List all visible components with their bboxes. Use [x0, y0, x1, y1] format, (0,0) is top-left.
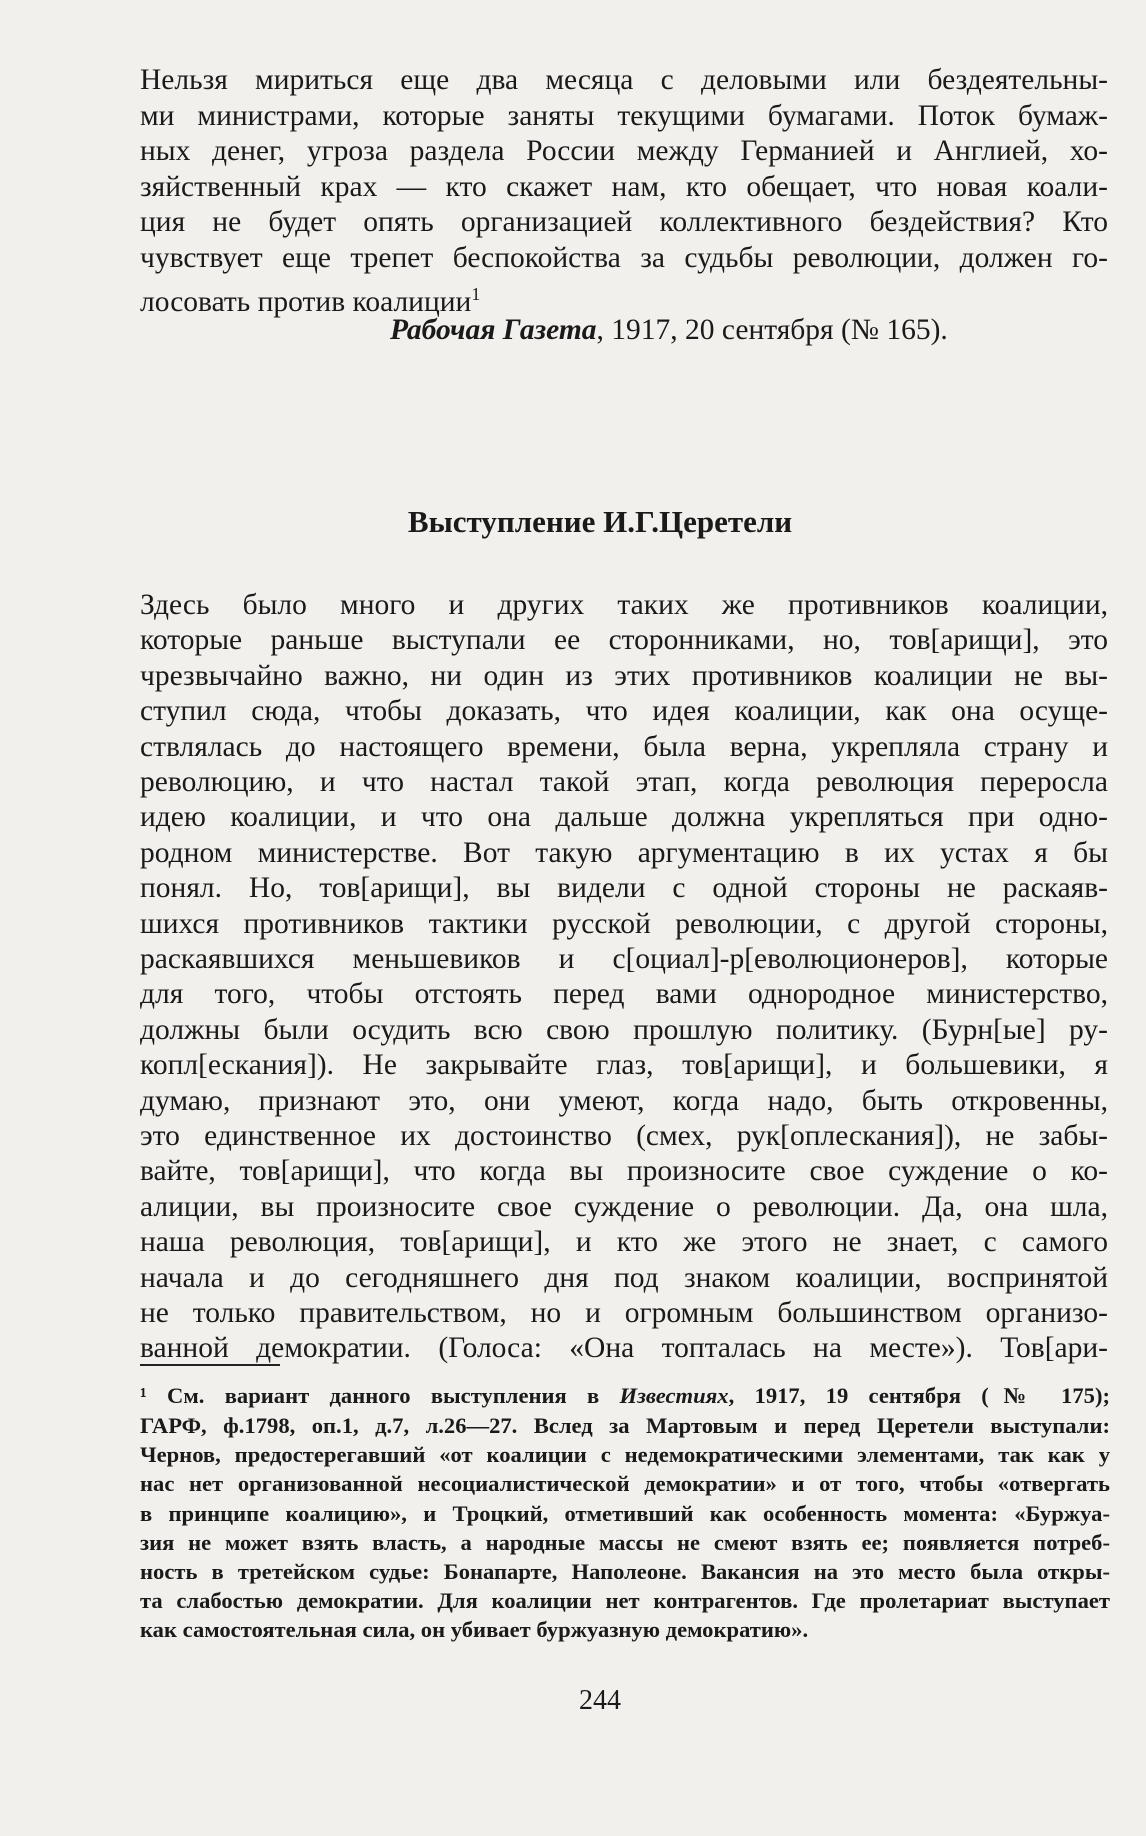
speech-line-text: родном министерстве. Вот такую аргументацию в их устах я бы [140, 836, 1108, 869]
speech-line-text: вайте, тов[арищи], что когда вы произносите свое суждение о ко- [140, 1155, 1108, 1188]
footnote-line-text: как самостоятельная сила, он убивает буржуазную демократию». [140, 1617, 809, 1643]
speech-line-text: ванной демократии. (Голоса: «Она топталась на месте»). Тов[ари- [140, 1332, 1108, 1365]
speech-line-text: раскаявшихся меньшевиков и с[оциал]-р[еволюционеров], которые [140, 943, 1108, 975]
speech-line-text: ступил сюда, чтобы доказать, что идея коалиции, как она осуще- [140, 695, 1108, 728]
speech-line [140, 1295, 1108, 1332]
speech-line-text: шихся противников тактики русской революции, с другой стороны, [140, 907, 1108, 940]
top-line-text: ных денег, угроза раздела России между Германией и Англией, хо- [140, 135, 1108, 168]
speech-line-text: думаю, признают это, они умеют, когда надо, быть откровенны, [140, 1084, 1108, 1117]
footnote-line-text: ГАРФ, ф.1798, оп.1, д.7, л.26—27. Вслед за Мартовым и перед Церетели выступали: [140, 1413, 1110, 1438]
speech-line-text: революцию, и что настал такой этап, когда революция переросла [140, 766, 1108, 798]
speech-line [140, 693, 1108, 730]
speech-line [140, 799, 1108, 836]
speech-line [140, 622, 1108, 659]
footnote-suffix: , 1917, 19 сентября (№ 175); [728, 1383, 1110, 1408]
top-line-text: чувствует еще трепет беспокойства за судьбы революции, должен го- [140, 242, 1108, 274]
top-line [140, 169, 1108, 206]
source-publication: Рабочая Газета [390, 314, 597, 346]
footnote-prefix: ¹ См. вариант данного выступления в [140, 1383, 620, 1408]
speech-line-text: понял. Но, тов[арищи], вы видели с одной стороны не раскаяв- [140, 872, 1108, 905]
page-number: 244 [579, 1685, 621, 1716]
speech-line-text: копл[ескания]). Не закрывайте глаз, тов[арищи], и большевики, я [140, 1049, 1108, 1082]
speech-line [140, 941, 1108, 978]
footnote-line-text: в принципе коалицию», и Троцкий, отметивший как особенность момента: «Буржуа- [140, 1500, 1110, 1526]
top-line [140, 133, 1108, 170]
speech-line-text: это единственное их достоинство (смех, рук[оплескания]), не забы- [140, 1120, 1108, 1152]
speech-line [140, 1153, 1108, 1190]
footnote-separator [140, 1364, 280, 1366]
speech-line [140, 1260, 1108, 1297]
footnote-line [140, 1612, 808, 1649]
speech-line-text: которые раньше выступали ее сторонниками, но, тов[арищи], это [140, 624, 1108, 657]
speech-line [140, 729, 1108, 766]
top-line-text: лосовать против коалиции [140, 285, 472, 318]
speech-line [140, 1118, 1108, 1155]
top-line-text: Нельзя мириться еще два месяца с деловыми или бездеятельны- [140, 64, 1108, 96]
speech-line [140, 1047, 1108, 1084]
speech-line [140, 976, 1108, 1013]
footnote-line-text: та слабостью демократии. Для коалиции нет контрагентов. Где пролетариат выступает [140, 1588, 1110, 1614]
top-line-text: зяйственный крах — кто скажет нам, кто обещает, что новая коали- [140, 170, 1108, 203]
top-line-text: ми министрами, которые заняты текущими бумагами. Поток бумаж- [140, 99, 1108, 132]
section-heading: Выступление И.Г.Церетели [407, 504, 793, 539]
speech-line [140, 764, 1108, 801]
speech-line-text: для того, чтобы отстоять перед вами однородное министерство, [140, 978, 1108, 1011]
footnote-publication: Известиях [619, 1383, 729, 1408]
speech-line [140, 906, 1108, 943]
speech-line [140, 1012, 1108, 1049]
speech-line-text: ствлялась до настоящего времени, была верна, укрепляла страну и [140, 730, 1108, 763]
footnote-line-text: зия не может взять власть, а народные массы не смеют взять ее; появляется потреб- [140, 1529, 1110, 1555]
speech-line [140, 587, 1108, 624]
speech-line [140, 870, 1108, 907]
source-citation [390, 312, 948, 349]
speech-line [140, 1189, 1108, 1226]
speech-line [140, 1224, 1108, 1261]
footnote-line-text: нас нет организованной несоциалистической демократии» и от того, чтобы «отвергать [140, 1471, 1110, 1497]
source-details: , 1917, 20 сентября (№ 165). [596, 314, 948, 346]
speech-line-text: чрезвычайно важно, ни один из этих противников коалиции не вы- [140, 659, 1108, 692]
top-line [140, 204, 1108, 241]
footnote-reference: 1 [471, 283, 481, 304]
top-line [140, 240, 1108, 277]
speech-line [140, 1330, 1108, 1367]
top-line-text: ция не будет опять организацией коллективного бездействия? Кто [140, 206, 1108, 239]
top-line [140, 62, 1108, 99]
speech-line [140, 835, 1108, 872]
speech-line-text: должны были осудить всю свою прошлую политику. (Бурн[ые] ру- [140, 1013, 1108, 1046]
footnote-line-text: ность в третейском судье: Бонапарте, Наполеоне. Вакансия на это место была откры- [140, 1559, 1110, 1584]
speech-line-text: алиции, вы произносите свое суждение о революции. Да, она шла, [140, 1190, 1108, 1223]
speech-line-text: начала и до сегодняшнего дня под знаком коалиции, воспринятой [140, 1261, 1108, 1294]
speech-line [140, 658, 1108, 695]
speech-line-text: наша революция, тов[арищи], и кто же этого не знает, с самого [140, 1226, 1108, 1259]
speech-line [140, 1083, 1108, 1120]
speech-line-text: не только правительством, но и огромным большинством организо- [140, 1297, 1108, 1329]
footnote-line-text: Чернов, предостерегавший «от коалиции с недемократическими элементами, так как у [140, 1442, 1110, 1468]
top-line [140, 98, 1108, 135]
speech-line-text: идею коалиции, и что она дальше должна укрепляться при одно- [140, 801, 1108, 834]
speech-line-text: Здесь было много и других таких же противников коалиции, [140, 589, 1108, 621]
